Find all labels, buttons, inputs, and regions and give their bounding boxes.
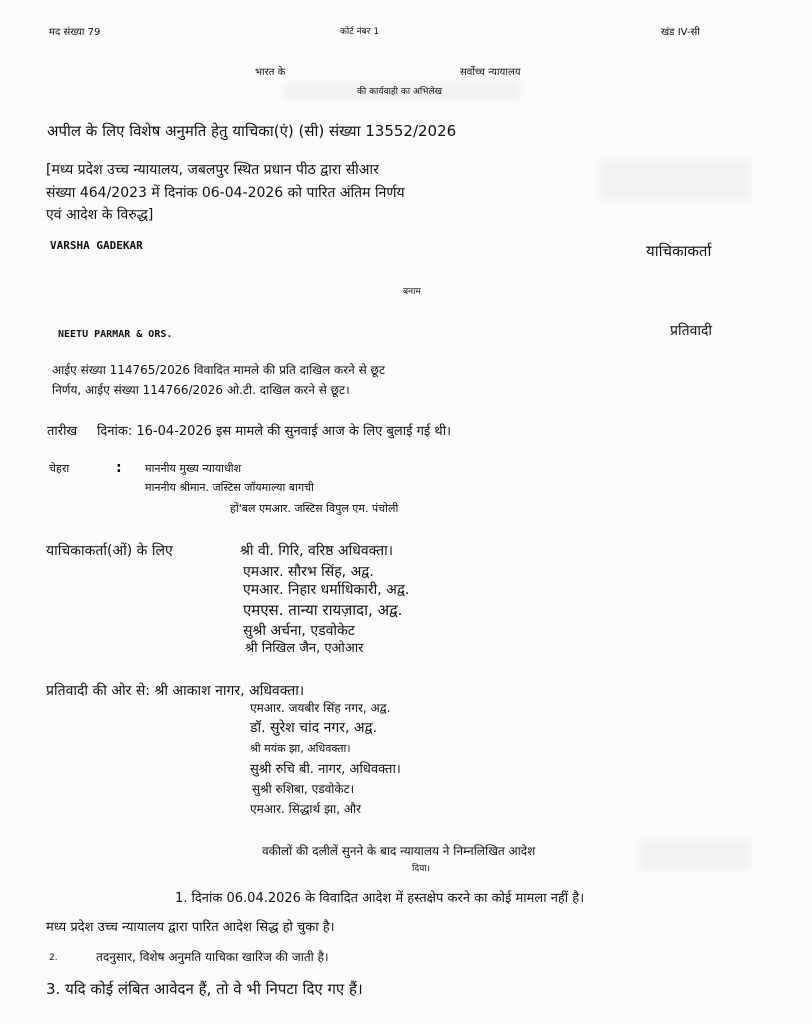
counsel-name: एमआर. जयबीर सिंह नगर, अद्व. bbox=[250, 701, 391, 715]
counsel-name: एमआर. सौरभ सिंह, अद्व. bbox=[243, 564, 374, 580]
court-number: कोर्ट नंबर 1 bbox=[340, 27, 380, 37]
scan-shadow bbox=[600, 160, 750, 200]
coram-colon: : bbox=[116, 460, 122, 476]
judge-name: माननीय श्रीमान. जस्टिस जॉयमाल्या बागची bbox=[145, 481, 315, 494]
date-label: तारीख bbox=[47, 424, 78, 439]
record-subtitle: की कार्यवाही का अभिलेख bbox=[357, 87, 442, 97]
scan-shadow bbox=[640, 840, 750, 870]
judge-name: माननीय मुख्य न्यायाधीश bbox=[145, 462, 242, 475]
order-paragraph-3: 3. यदि कोई लंबित आवेदन हैं, तो वे भी निपटा दिए गए हैं। bbox=[46, 980, 363, 998]
counsel-name: सुश्री रुचि बी. नागर, अधिवक्ता। bbox=[250, 762, 401, 777]
counsel-name: एमआर. निहार धर्माधिकारी, अद्व. bbox=[243, 582, 410, 598]
petitioner-role: याचिकाकर्ता bbox=[646, 242, 712, 260]
order-intro-cont: दिया। bbox=[412, 864, 431, 874]
counsel-name: श्री निखिल जैन, एओआर bbox=[245, 641, 364, 656]
origin-line: एवं आदेश के विरुद्ध] bbox=[46, 207, 154, 223]
ia-line: निर्णय, आईए संख्या 114766/2026 ओ.टी. दाखिल करने से छूट। bbox=[52, 383, 350, 397]
court-title-right: सर्वोच्च न्यायालय bbox=[460, 67, 521, 78]
respondent-counsel-label: प्रतिवादी की ओर से: श्री आकाश नागर, अधिवक्ता। bbox=[46, 683, 305, 699]
origin-line: संख्या 464/2023 में दिनांक 06-04-2026 को पारित अंतिम निर्णय bbox=[46, 185, 405, 201]
origin-line: [मध्य प्रदेश उच्च न्यायालय, जबलपुर स्थित प्रधान पीठ द्वारा सीआर bbox=[46, 162, 379, 178]
counsel-name: एमएस. तान्या रायज़ादा, अद्व. bbox=[243, 601, 403, 619]
respondent-name: NEETU PARMAR & ORS. bbox=[58, 329, 173, 340]
counsel-name: सुश्री अर्चना, एडवोकेट bbox=[243, 623, 355, 639]
item-number: मद संख्या 79 bbox=[49, 27, 101, 38]
ia-line: आईए संख्या 114765/2026 विवादित मामले की प्रति दाखिल करने से छूट bbox=[52, 363, 386, 377]
counsel-name: श्री मयंक झा, अधिवक्ता। bbox=[250, 742, 351, 755]
counsel-name: सुश्री रुशिबा, एडवोकेट। bbox=[252, 782, 355, 796]
versus-label: बनाम bbox=[403, 287, 421, 297]
court-title-left: भारत के bbox=[255, 67, 286, 78]
date-text: दिनांक: 16-04-2026 इस मामले की सुनवाई आज के लिए बुलाई गई थी। bbox=[97, 424, 452, 439]
order-paragraph-2: तदनुसार, विशेष अनुमति याचिका खारिज की जाती है। bbox=[96, 950, 329, 964]
section-label: खंड IV-सी bbox=[661, 27, 700, 38]
order-intro: वकीलों की दलीलें सुनने के बाद न्यायालय ने निम्नलिखित आदेश bbox=[262, 844, 536, 858]
counsel-name: डॉ. सुरेश चांद नगर, अद्व. bbox=[250, 720, 378, 736]
judge-name: हों'बल एमआर. जस्टिस विपुल एम. पंचोली bbox=[230, 502, 399, 515]
respondent-role: प्रतिवादी bbox=[670, 323, 713, 339]
petitioner-name: VARSHA GADEKAR bbox=[50, 239, 143, 252]
petition-title: अपील के लिए विशेष अनुमति हेतु याचिका(एं) (सी) संख्या 13552/2026 bbox=[47, 122, 457, 140]
petitioner-counsel-label: याचिकाकर्ता(ओं) के लिए bbox=[46, 543, 173, 559]
order-paragraph-1: 1. दिनांक 06.04.2026 के विवादित आदेश में हस्तक्षेप करने का कोई मामला नहीं है। bbox=[175, 891, 585, 906]
order-paragraph-2-number: 2. bbox=[49, 953, 58, 963]
coram-label: चेहरा bbox=[49, 462, 70, 475]
order-paragraph-1-cont: मध्य प्रदेश उच्च न्यायालय द्वारा पारित आदेश सिद्ध हो चुका है। bbox=[46, 920, 335, 935]
counsel-name: एमआर. सिद्धार्थ झा, और bbox=[250, 802, 362, 816]
counsel-name: श्री वी. गिरि, वरिष्ठ अधिवक्ता। bbox=[240, 543, 394, 559]
